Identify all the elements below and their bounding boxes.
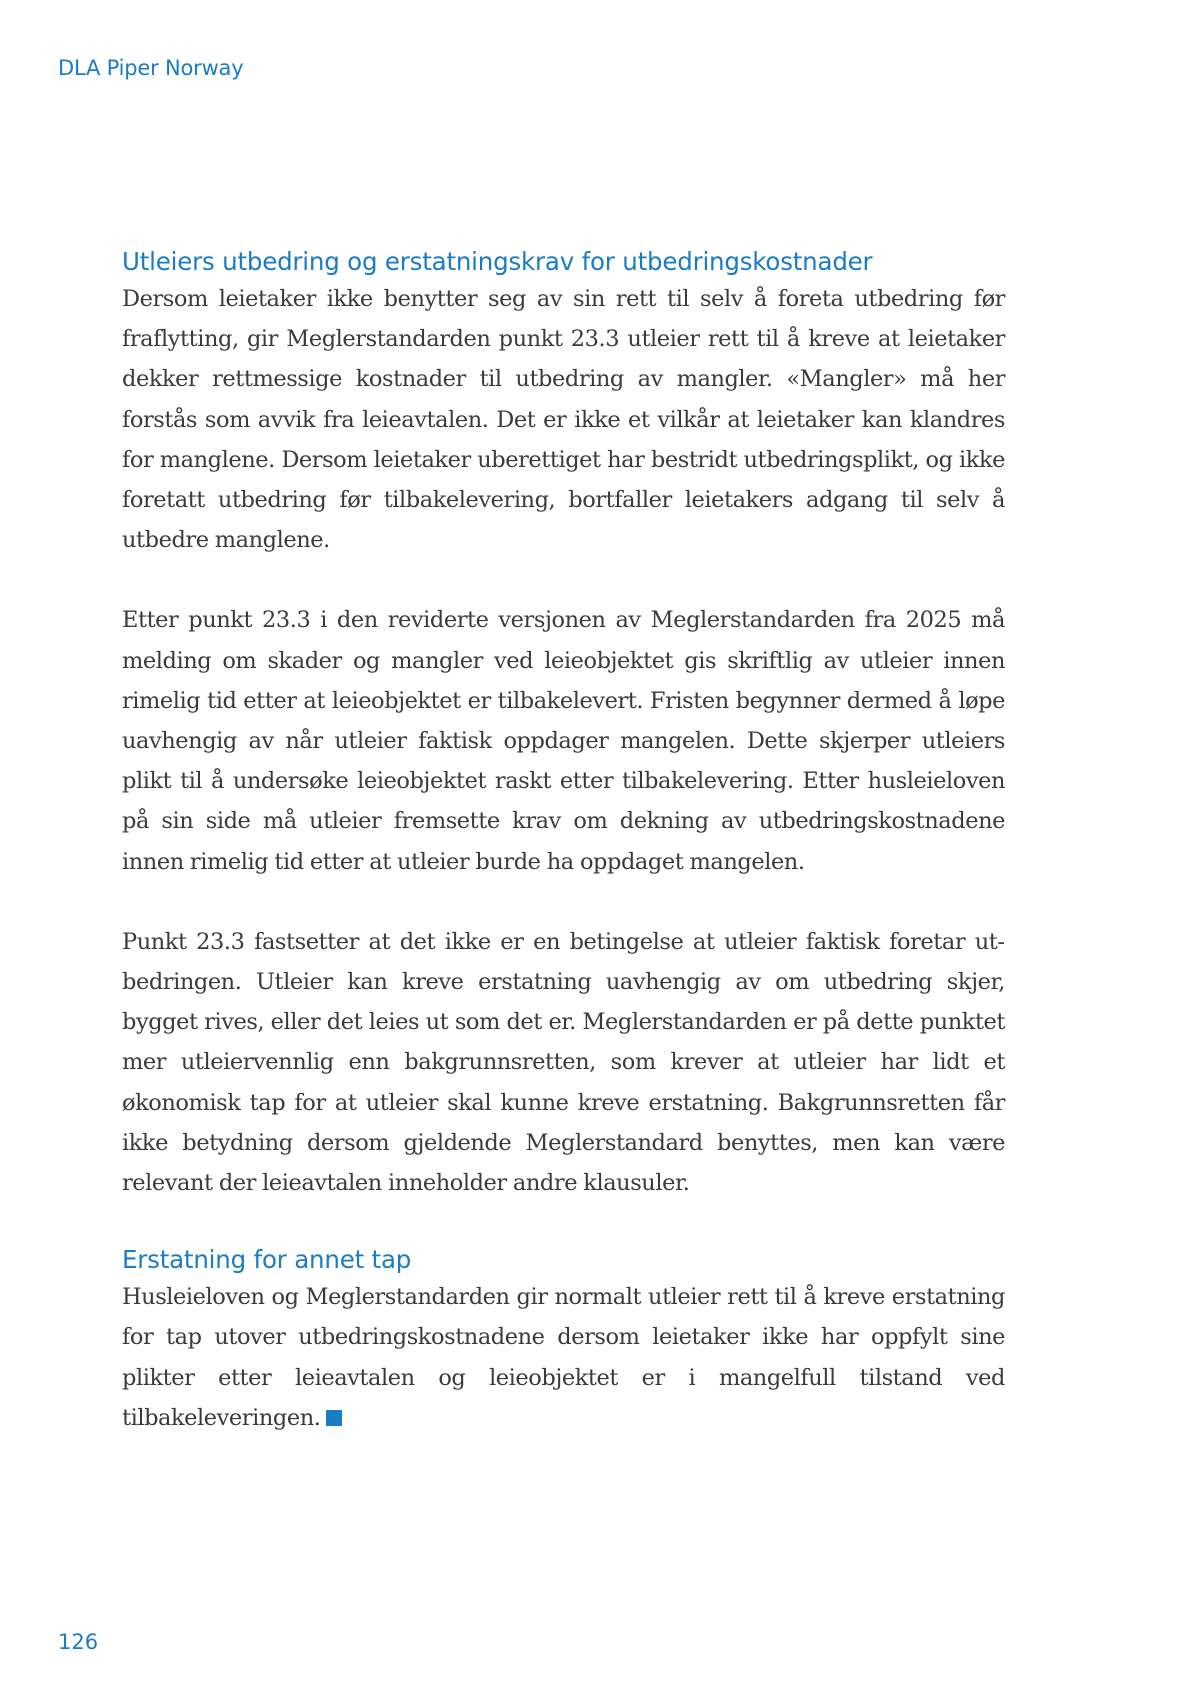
- end-of-article-square-icon: [326, 1410, 342, 1426]
- paragraph-other-loss-text: Husleieloven og Meglerstandarden gir normalt utleier rett til å kreve erstatning for tap utover utbedringskostnadene dersom leietaker ikke har oppfylt sine plikter etter leieavtalen og leieobjektet er i mangelfull tilstand ved tilbakeleveringen.: [122, 1284, 1005, 1431]
- paragraph-notice-deadline: Etter punkt 23.3 i den reviderte versjonen av Meglerstandarden fra 2025 må melding om skader og mangler ved leieobjektet gis skriftlig av utleier innen rimelig tid etter at leieobjektet er tilbakelevert. Fristen begynner dermed å løpe uavhengig av når utleier faktisk oppdager mangelen. Dette skjerper utleiers plikt til å undersøke leieobjektet raskt etter tilbakelevering. Etter husleieloven på sin side må utleier fremsette krav om dekning av utbedringskostnadene innen rimelig tid etter at utleier burde ha oppdaget mangelen.: [122, 607, 1005, 875]
- section-spacer: [122, 1203, 1005, 1243]
- paragraph-repair-rights: Dersom leietaker ikke benytter seg av sin rett til selv å foreta utbedring før fraflytting, gir Meglerstandarden punkt 23.3 utleier rett til å kreve at leietaker dekker rettmessige kostnader til utbedring av mangler. «Mangler» må her forstås som avvik fra leieavtalen. Det er ikke et vilkår at leietaker kan klandres for manglene. Dersom leietaker uberettiget har bestridt utbedringsplikt, og ikke foretatt utbedring før tilbakelevering, bortfaller leietakers adgang til selv å utbedre manglene.: [122, 286, 1005, 554]
- section-heading-repair-claims: Utleiers utbedring og erstatningskrav for utbedringskostnader: [122, 247, 873, 276]
- section-heading-other-loss: Erstatning for annet tap: [122, 1245, 412, 1275]
- page-number: 126: [58, 1630, 99, 1654]
- paragraph-spacer: [122, 560, 1005, 600]
- article-body: [122, 245, 1005, 1438]
- paragraph-other-loss: [122, 1277, 1005, 1438]
- running-header: DLA Piper Norway: [58, 56, 244, 80]
- paragraph-compensation-condition: Punkt 23.3 fastsetter at det ikke er en betingelse at utleier faktisk foretar utbedringen. Utleier kan kreve erstatning uavhengig av om utbedring skjer, bygget rives, eller det leies ut som det er. Meglerstandarden er på dette punktet mer utleiervennlig enn bakgrunnsretten, som krever at utleier har lidt et økonomisk tap for at utleier skal kunne kreve erstatning. Bakgrunnsretten får ikke betydning dersom gjeldende Meglerstandard benyttes, men kan være relevant der leieavtalen inneholder andre klausuler.: [122, 928, 1005, 1197]
- paragraph-spacer: [122, 882, 1005, 922]
